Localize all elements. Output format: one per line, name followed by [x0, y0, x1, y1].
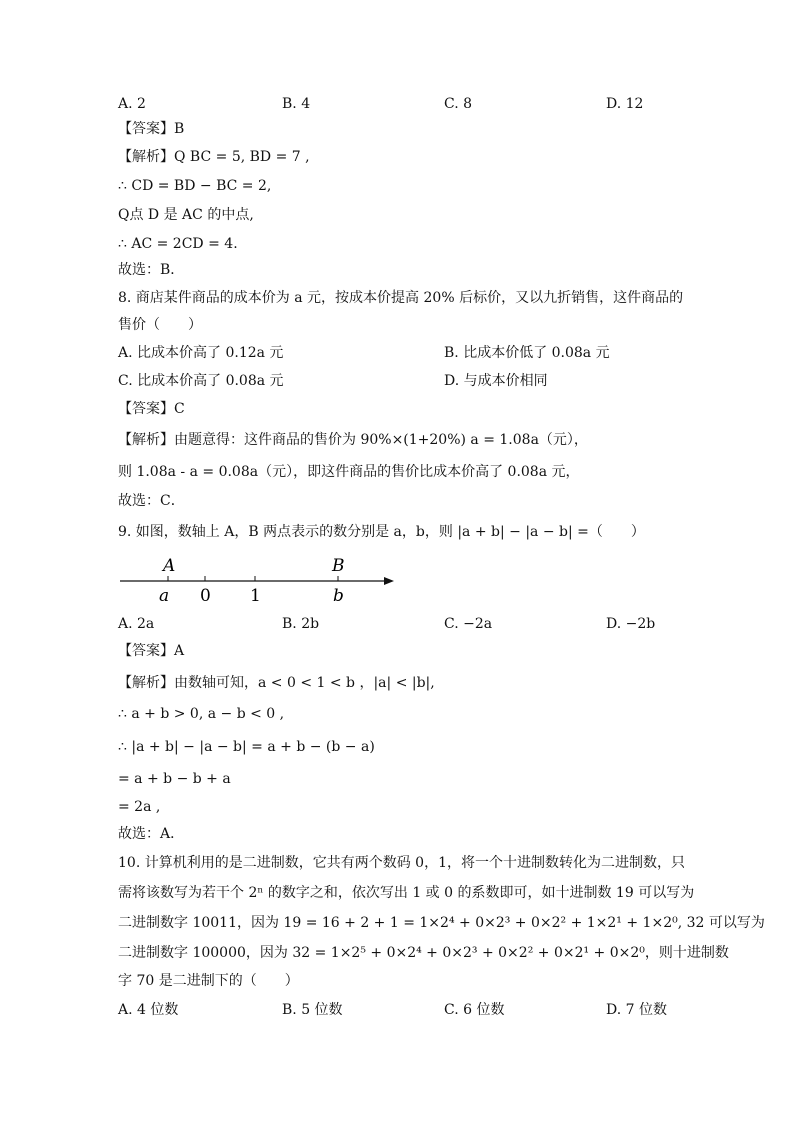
- number-line-figure: [112, 550, 402, 610]
- tick-label-0: 0: [200, 586, 211, 606]
- q7-option-c: C. 8: [444, 96, 473, 112]
- tick-label-a: a: [159, 586, 170, 606]
- q9-stem: 9. 如图，数轴上 A，B 两点表示的数分别是 a，b，则 |a + b| − |a − b| =（ ）: [118, 524, 645, 540]
- q9-answer: 【答案】A: [118, 643, 185, 659]
- q9-option-c: C. −2a: [444, 616, 493, 632]
- q7-analysis-line: Q点 D 是 AC 的中点,: [118, 207, 254, 223]
- q9-option-b: B. 2b: [282, 616, 320, 632]
- q7-option-d: D. 12: [606, 96, 644, 112]
- q9-analysis-line: = a + b − b + a: [118, 771, 231, 787]
- q8-option-b: B. 比成本价低了 0.08a 元: [444, 345, 610, 361]
- q10-option-a: A. 4 位数: [118, 1002, 179, 1018]
- tick-label-1: 1: [250, 586, 261, 606]
- q7-analysis-line: 【解析】Q BC = 5, BD = 7 ,: [118, 149, 310, 165]
- point-label-b-upper: B: [332, 556, 345, 576]
- q7-option-a: A. 2: [118, 96, 146, 112]
- q8-option-c: C. 比成本价高了 0.08a 元: [118, 373, 284, 389]
- q9-analysis-line: ∴ |a + b| − |a − b| = a + b − (b − a): [118, 739, 375, 755]
- q10-stem-line: 字 70 是二进制下的（ ）: [118, 973, 299, 989]
- q8-answer: 【答案】C: [118, 401, 185, 417]
- q9-option-d: D. −2b: [606, 616, 656, 632]
- q9-conclusion: 故选：A．: [118, 826, 185, 842]
- q8-stem-line: 售价（ ）: [118, 317, 202, 333]
- q10-stem-line: 10. 计算机利用的是二进制数，它共有两个数码 0，1，将一个十进制数转化为二进制数，只: [118, 855, 685, 871]
- q8-analysis-line: 则 1.08a - a = 0.08a（元），即这件商品的售价比成本价高了 0.08a 元，: [118, 464, 580, 480]
- q9-analysis-line: 【解析】由数轴可知，a < 0 < 1 < b ，|a| < |b|,: [118, 675, 435, 691]
- q10-option-b: B. 5 位数: [282, 1002, 343, 1018]
- q10-stem-line: 二进制数字 10011，因为 19 = 16 + 2 + 1 = 1×2⁴ + 0×2³ + 0×2² + 1×2¹ + 1×2⁰, 32 可以写为: [118, 915, 765, 931]
- q10-stem-line: 需将该数写为若干个 2ⁿ 的数字之和，依次写出 1 或 0 的系数即可，如十进制数 19 可以写为: [118, 885, 695, 901]
- q8-option-a: A. 比成本价高了 0.12a 元: [118, 345, 284, 361]
- q10-stem-line: 二进制数字 100000，因为 32 = 1×2⁵ + 0×2⁴ + 0×2³ + 0×2² + 0×2¹ + 0×2⁰，则十进制数: [118, 945, 729, 961]
- q9-option-a: A. 2a: [118, 616, 155, 632]
- q10-option-d: D. 7 位数: [606, 1002, 667, 1018]
- tick-label-b: b: [333, 586, 344, 606]
- q8-conclusion: 故选：C．: [118, 493, 185, 509]
- q7-analysis-line: ∴ CD = BD − BC = 2,: [118, 178, 272, 194]
- q8-analysis-line: 【解析】由题意得：这件商品的售价为 90%×(1+20%) a = 1.08a（元），: [118, 432, 588, 448]
- point-label-a-upper: A: [163, 556, 176, 576]
- q10-option-c: C. 6 位数: [444, 1002, 505, 1018]
- q8-stem-line: 8. 商店某件商品的成本价为 a 元，按成本价提高 20% 后标价，又以九折销售，这件商品的: [118, 290, 684, 306]
- q7-analysis-line: ∴ AC = 2CD = 4.: [118, 236, 238, 252]
- q9-analysis-line: ∴ a + b > 0, a − b < 0 ,: [118, 706, 285, 722]
- q9-analysis-line: = 2a ,: [118, 799, 161, 815]
- q7-conclusion: 故选：B．: [118, 262, 185, 278]
- q7-answer: 【答案】B: [118, 121, 185, 137]
- q8-option-d: D. 与成本价相同: [444, 373, 548, 389]
- q7-option-b: B. 4: [282, 96, 311, 112]
- axis-arrow-icon: [384, 577, 394, 585]
